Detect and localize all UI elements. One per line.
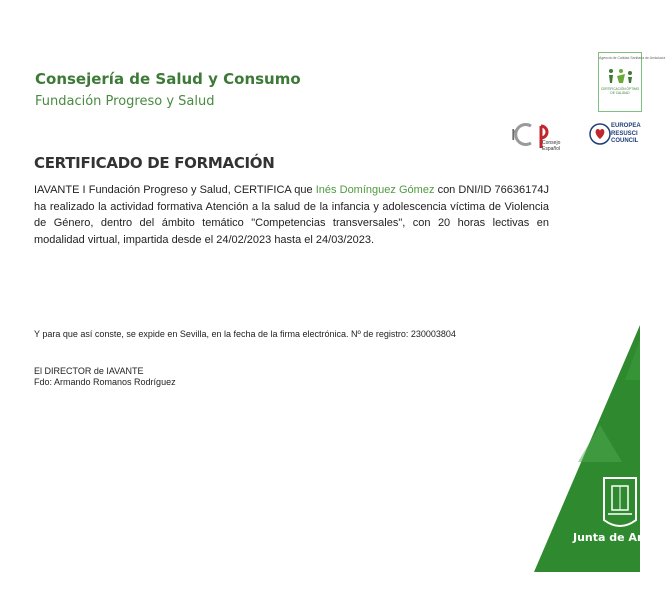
signer-name: Fdo: Armando Romanos Rodríguez <box>34 377 176 387</box>
erc-line: RESUSCI <box>611 130 638 137</box>
recipient-name: Inés Domínguez Gómez <box>315 184 435 196</box>
rcp-logo-label: Consejo Español <box>542 140 561 152</box>
junta-label: Junta de And <box>573 531 653 544</box>
quality-logo-label: CERTIFICACIÓN ÓPTIMO DE CALIDAD <box>600 87 640 95</box>
header-subtitle: Fundación Progreso y Salud <box>35 94 215 109</box>
certificate-intro: IAVANTE I Fundación Progreso y Salud, CERTIFICA que <box>34 184 316 196</box>
certificate-details: con DNI/ID 76636174J ha realizado la actividad formativa Atención a la salud de la infancia y adolescencia víctima de Violencia de Género, dentro del ámbito temático "Competencias transversales", con 20 horas lectivas en modalidad virtual, impartida desde el 24/02/2023 hasta el 24/03/2023. <box>34 184 549 246</box>
signer-role: El DIRECTOR de IAVANTE <box>34 366 144 376</box>
erc-line: EUROPEA <box>611 123 641 129</box>
certificate-title: CERTIFICADO DE FORMACIÓN <box>34 154 275 172</box>
header-title: Consejería de Salud y Consumo <box>35 70 301 88</box>
quality-logo-agency-text: Agencia de Calidad Sanitaria de Andalucía <box>599 56 665 60</box>
certificate-footer: Y para que así conste, se expide en Sevilla, en la fecha de la firma electrónica. Nº de registro: 230003804 <box>34 329 456 339</box>
svg-text:r: r <box>511 123 518 145</box>
erc-line: COUNCIL <box>611 138 639 144</box>
